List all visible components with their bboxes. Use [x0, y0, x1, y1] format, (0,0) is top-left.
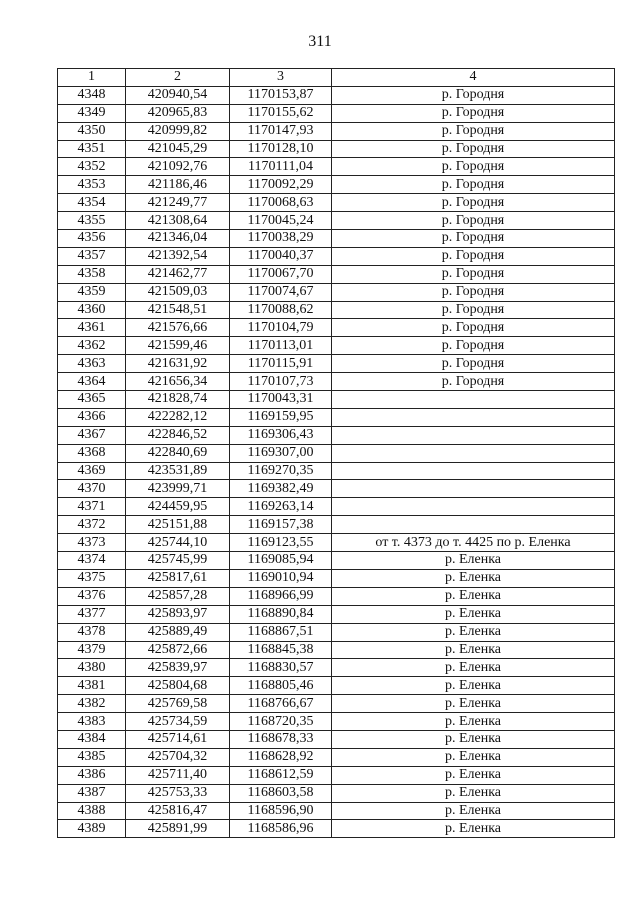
- point-number-cell: 4348: [58, 86, 126, 104]
- table-row: [58, 230, 615, 248]
- table-row: [58, 552, 615, 570]
- point-number-cell: 4382: [58, 695, 126, 713]
- y-coordinate-cell: 1168678,33: [230, 730, 332, 748]
- x-coordinate-cell: 422846,52: [126, 426, 230, 444]
- column-header-2: 2: [126, 69, 230, 87]
- y-coordinate-cell: 1168845,38: [230, 641, 332, 659]
- point-number-cell: 4352: [58, 158, 126, 176]
- description-cell: р. Городня: [332, 265, 615, 283]
- y-coordinate-cell: 1168890,84: [230, 605, 332, 623]
- x-coordinate-cell: 421308,64: [126, 212, 230, 230]
- description-cell: р. Городня: [332, 194, 615, 212]
- point-number-cell: 4364: [58, 373, 126, 391]
- description-cell: [332, 391, 615, 409]
- description-cell: р. Городня: [332, 86, 615, 104]
- table-row: [58, 373, 615, 391]
- description-cell: [332, 426, 615, 444]
- y-coordinate-cell: 1168586,96: [230, 820, 332, 838]
- x-coordinate-cell: 425839,97: [126, 659, 230, 677]
- table-row: [58, 569, 615, 587]
- table-row: [58, 194, 615, 212]
- y-coordinate-cell: 1168596,90: [230, 802, 332, 820]
- table-row: [58, 605, 615, 623]
- x-coordinate-cell: 421462,77: [126, 265, 230, 283]
- table-row: [58, 319, 615, 337]
- description-cell: р. Городня: [332, 140, 615, 158]
- description-cell: р. Городня: [332, 301, 615, 319]
- point-number-cell: 4376: [58, 587, 126, 605]
- description-cell: р. Еленка: [332, 677, 615, 695]
- x-coordinate-cell: 422282,12: [126, 408, 230, 426]
- x-coordinate-cell: 420999,82: [126, 122, 230, 140]
- y-coordinate-cell: 1170092,29: [230, 176, 332, 194]
- column-header-3: 3: [230, 69, 332, 87]
- y-coordinate-cell: 1169157,38: [230, 516, 332, 534]
- y-coordinate-cell: 1169306,43: [230, 426, 332, 444]
- x-coordinate-cell: 425769,58: [126, 695, 230, 713]
- point-number-cell: 4351: [58, 140, 126, 158]
- x-coordinate-cell: 425857,28: [126, 587, 230, 605]
- point-number-cell: 4356: [58, 230, 126, 248]
- description-cell: р. Еленка: [332, 659, 615, 677]
- description-cell: р. Еленка: [332, 587, 615, 605]
- description-cell: р. Еленка: [332, 748, 615, 766]
- description-cell: р. Городня: [332, 373, 615, 391]
- x-coordinate-cell: 425889,49: [126, 623, 230, 641]
- point-number-cell: 4379: [58, 641, 126, 659]
- point-number-cell: 4360: [58, 301, 126, 319]
- table-row: [58, 534, 615, 552]
- point-number-cell: 4365: [58, 391, 126, 409]
- description-cell: р. Городня: [332, 283, 615, 301]
- description-cell: р. Городня: [332, 104, 615, 122]
- description-cell: [332, 408, 615, 426]
- x-coordinate-cell: 420940,54: [126, 86, 230, 104]
- table-row: [58, 784, 615, 802]
- x-coordinate-cell: 420965,83: [126, 104, 230, 122]
- description-cell: р. Городня: [332, 337, 615, 355]
- x-coordinate-cell: 421346,04: [126, 230, 230, 248]
- y-coordinate-cell: 1169270,35: [230, 462, 332, 480]
- table-row: [58, 212, 615, 230]
- description-cell: [332, 480, 615, 498]
- x-coordinate-cell: 425891,99: [126, 820, 230, 838]
- x-coordinate-cell: 421092,76: [126, 158, 230, 176]
- y-coordinate-cell: 1170155,62: [230, 104, 332, 122]
- y-coordinate-cell: 1170068,63: [230, 194, 332, 212]
- description-cell: р. Еленка: [332, 695, 615, 713]
- table-row: [58, 516, 615, 534]
- table-row: [58, 444, 615, 462]
- column-header-1: 1: [58, 69, 126, 87]
- x-coordinate-cell: 421045,29: [126, 140, 230, 158]
- y-coordinate-cell: 1169307,00: [230, 444, 332, 462]
- x-coordinate-cell: 421576,66: [126, 319, 230, 337]
- table-row: [58, 677, 615, 695]
- table-row: [58, 695, 615, 713]
- point-number-cell: 4389: [58, 820, 126, 838]
- table-row: [58, 766, 615, 784]
- table-row: [58, 140, 615, 158]
- y-coordinate-cell: 1170113,01: [230, 337, 332, 355]
- table-row: [58, 355, 615, 373]
- point-number-cell: 4373: [58, 534, 126, 552]
- y-coordinate-cell: 1168628,92: [230, 748, 332, 766]
- x-coordinate-cell: 421656,34: [126, 373, 230, 391]
- description-cell: р. Еленка: [332, 820, 615, 838]
- table-row: [58, 247, 615, 265]
- point-number-cell: 4372: [58, 516, 126, 534]
- table-row: [58, 122, 615, 140]
- description-cell: р. Еленка: [332, 623, 615, 641]
- point-number-cell: 4387: [58, 784, 126, 802]
- y-coordinate-cell: 1168805,46: [230, 677, 332, 695]
- x-coordinate-cell: 421509,03: [126, 283, 230, 301]
- y-coordinate-cell: 1170107,73: [230, 373, 332, 391]
- y-coordinate-cell: 1168966,99: [230, 587, 332, 605]
- point-number-cell: 4355: [58, 212, 126, 230]
- table-row: [58, 587, 615, 605]
- point-number-cell: 4377: [58, 605, 126, 623]
- x-coordinate-cell: 425734,59: [126, 713, 230, 731]
- column-header-4: 4: [332, 69, 615, 87]
- description-cell: р. Еленка: [332, 605, 615, 623]
- y-coordinate-cell: 1169123,55: [230, 534, 332, 552]
- table-row: [58, 623, 615, 641]
- y-coordinate-cell: 1170067,70: [230, 265, 332, 283]
- x-coordinate-cell: 425714,61: [126, 730, 230, 748]
- point-number-cell: 4357: [58, 247, 126, 265]
- x-coordinate-cell: 425711,40: [126, 766, 230, 784]
- description-cell: р. Городня: [332, 319, 615, 337]
- point-number-cell: 4359: [58, 283, 126, 301]
- table-row: [58, 391, 615, 409]
- table-header-row: [58, 69, 615, 87]
- point-number-cell: 4367: [58, 426, 126, 444]
- y-coordinate-cell: 1170043,31: [230, 391, 332, 409]
- x-coordinate-cell: 421186,46: [126, 176, 230, 194]
- y-coordinate-cell: 1170115,91: [230, 355, 332, 373]
- x-coordinate-cell: 425151,88: [126, 516, 230, 534]
- description-cell: р. Еленка: [332, 641, 615, 659]
- x-coordinate-cell: 424459,95: [126, 498, 230, 516]
- x-coordinate-cell: 421828,74: [126, 391, 230, 409]
- description-cell: [332, 444, 615, 462]
- y-coordinate-cell: 1168830,57: [230, 659, 332, 677]
- y-coordinate-cell: 1169085,94: [230, 552, 332, 570]
- table-row: [58, 408, 615, 426]
- y-coordinate-cell: 1170074,67: [230, 283, 332, 301]
- table-row: [58, 86, 615, 104]
- description-cell: р. Городня: [332, 212, 615, 230]
- table-row: [58, 104, 615, 122]
- description-cell: р. Еленка: [332, 802, 615, 820]
- point-number-cell: 4388: [58, 802, 126, 820]
- description-cell: от т. 4373 до т. 4425 по р. Еленка: [332, 534, 615, 552]
- point-number-cell: 4371: [58, 498, 126, 516]
- point-number-cell: 4383: [58, 713, 126, 731]
- point-number-cell: 4374: [58, 552, 126, 570]
- x-coordinate-cell: 425804,68: [126, 677, 230, 695]
- y-coordinate-cell: 1168720,35: [230, 713, 332, 731]
- y-coordinate-cell: 1168867,51: [230, 623, 332, 641]
- x-coordinate-cell: 421392,54: [126, 247, 230, 265]
- y-coordinate-cell: 1170040,37: [230, 247, 332, 265]
- y-coordinate-cell: 1170038,29: [230, 230, 332, 248]
- x-coordinate-cell: 425817,61: [126, 569, 230, 587]
- description-cell: р. Городня: [332, 122, 615, 140]
- coordinate-table: [57, 68, 615, 838]
- point-number-cell: 4368: [58, 444, 126, 462]
- table-row: [58, 176, 615, 194]
- y-coordinate-cell: 1170111,04: [230, 158, 332, 176]
- x-coordinate-cell: 421631,92: [126, 355, 230, 373]
- table-row: [58, 748, 615, 766]
- y-coordinate-cell: 1170147,93: [230, 122, 332, 140]
- table-row: [58, 498, 615, 516]
- table-row: [58, 802, 615, 820]
- y-coordinate-cell: 1169382,49: [230, 480, 332, 498]
- description-cell: р. Еленка: [332, 552, 615, 570]
- table-row: [58, 641, 615, 659]
- point-number-cell: 4366: [58, 408, 126, 426]
- table-row: [58, 713, 615, 731]
- point-number-cell: 4369: [58, 462, 126, 480]
- table-row: [58, 283, 615, 301]
- table-row: [58, 158, 615, 176]
- description-cell: р. Городня: [332, 158, 615, 176]
- point-number-cell: 4354: [58, 194, 126, 212]
- x-coordinate-cell: 423999,71: [126, 480, 230, 498]
- point-number-cell: 4358: [58, 265, 126, 283]
- y-coordinate-cell: 1169263,14: [230, 498, 332, 516]
- point-number-cell: 4386: [58, 766, 126, 784]
- y-coordinate-cell: 1169010,94: [230, 569, 332, 587]
- table-row: [58, 265, 615, 283]
- y-coordinate-cell: 1169159,95: [230, 408, 332, 426]
- table-row: [58, 337, 615, 355]
- x-coordinate-cell: 425893,97: [126, 605, 230, 623]
- description-cell: [332, 498, 615, 516]
- point-number-cell: 4384: [58, 730, 126, 748]
- x-coordinate-cell: 421249,77: [126, 194, 230, 212]
- description-cell: р. Еленка: [332, 730, 615, 748]
- description-cell: р. Городня: [332, 247, 615, 265]
- x-coordinate-cell: 423531,89: [126, 462, 230, 480]
- y-coordinate-cell: 1168612,59: [230, 766, 332, 784]
- point-number-cell: 4353: [58, 176, 126, 194]
- description-cell: р. Еленка: [332, 784, 615, 802]
- point-number-cell: 4378: [58, 623, 126, 641]
- x-coordinate-cell: 421548,51: [126, 301, 230, 319]
- y-coordinate-cell: 1170153,87: [230, 86, 332, 104]
- page-number: 311: [308, 33, 332, 50]
- y-coordinate-cell: 1170088,62: [230, 301, 332, 319]
- table-row: [58, 462, 615, 480]
- x-coordinate-cell: 421599,46: [126, 337, 230, 355]
- y-coordinate-cell: 1170104,79: [230, 319, 332, 337]
- point-number-cell: 4361: [58, 319, 126, 337]
- point-number-cell: 4381: [58, 677, 126, 695]
- table-body: [58, 86, 615, 837]
- y-coordinate-cell: 1170128,10: [230, 140, 332, 158]
- table-row: [58, 730, 615, 748]
- y-coordinate-cell: 1170045,24: [230, 212, 332, 230]
- x-coordinate-cell: 422840,69: [126, 444, 230, 462]
- point-number-cell: 4363: [58, 355, 126, 373]
- point-number-cell: 4350: [58, 122, 126, 140]
- y-coordinate-cell: 1168766,67: [230, 695, 332, 713]
- description-cell: р. Еленка: [332, 569, 615, 587]
- x-coordinate-cell: 425745,99: [126, 552, 230, 570]
- x-coordinate-cell: 425704,32: [126, 748, 230, 766]
- x-coordinate-cell: 425872,66: [126, 641, 230, 659]
- description-cell: р. Еленка: [332, 766, 615, 784]
- point-number-cell: 4385: [58, 748, 126, 766]
- x-coordinate-cell: 425744,10: [126, 534, 230, 552]
- table-row: [58, 480, 615, 498]
- description-cell: р. Городня: [332, 176, 615, 194]
- x-coordinate-cell: 425816,47: [126, 802, 230, 820]
- description-cell: [332, 516, 615, 534]
- table-row: [58, 659, 615, 677]
- table-row: [58, 426, 615, 444]
- point-number-cell: 4370: [58, 480, 126, 498]
- point-number-cell: 4349: [58, 104, 126, 122]
- point-number-cell: 4362: [58, 337, 126, 355]
- point-number-cell: 4375: [58, 569, 126, 587]
- table-row: [58, 301, 615, 319]
- y-coordinate-cell: 1168603,58: [230, 784, 332, 802]
- point-number-cell: 4380: [58, 659, 126, 677]
- description-cell: р. Еленка: [332, 713, 615, 731]
- description-cell: [332, 462, 615, 480]
- description-cell: р. Городня: [332, 230, 615, 248]
- x-coordinate-cell: 425753,33: [126, 784, 230, 802]
- description-cell: р. Городня: [332, 355, 615, 373]
- table-row: [58, 820, 615, 838]
